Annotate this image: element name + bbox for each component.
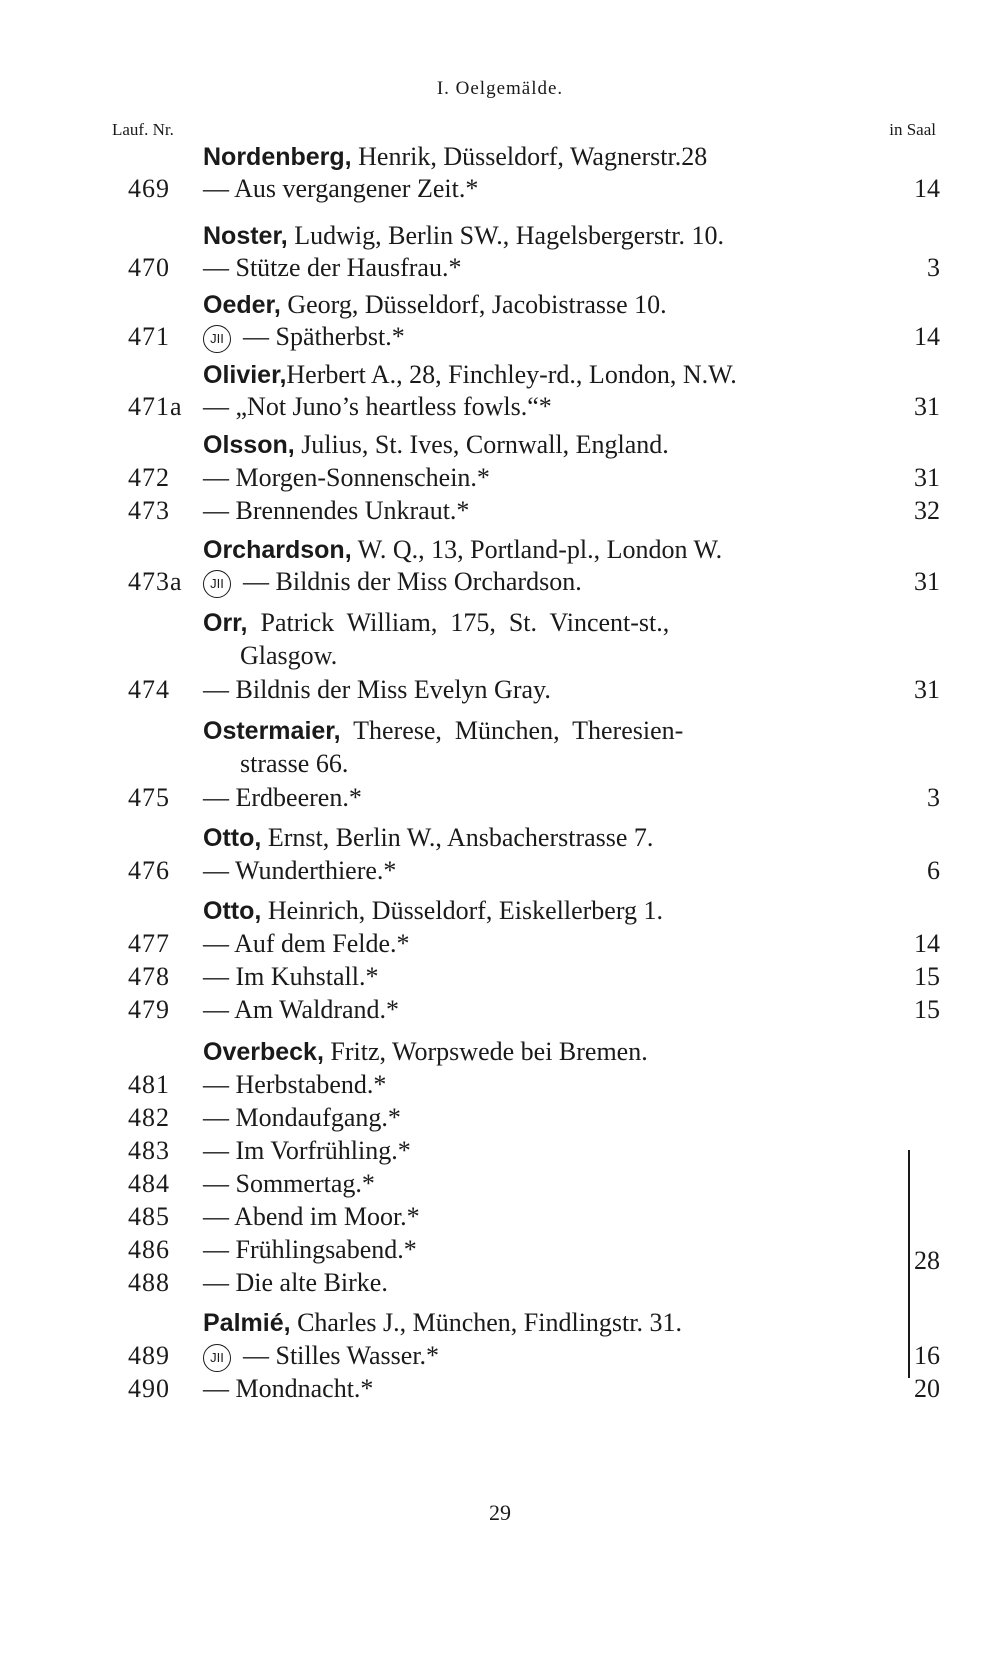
artist-line — [0, 823, 1000, 857]
entry-number: 484 — [128, 1169, 170, 1198]
jubilee-mark-icon: JII — [203, 325, 231, 353]
address-continuation-text: strasse 66. — [240, 749, 349, 778]
catalog-entry — [0, 567, 1000, 601]
artist-name: Palmié, — [203, 1309, 291, 1337]
artist-name: Orchardson, — [203, 536, 352, 564]
artist-name: Orr, — [203, 609, 248, 637]
entry-number: 490 — [128, 1374, 170, 1403]
catalog-entry — [0, 1374, 1000, 1408]
entry-title: — Aus vergangener Zeit.* — [203, 174, 479, 203]
artist-name: Oeder, — [203, 291, 281, 319]
entry-title: — Stütze der Hausfrau.* — [203, 253, 462, 282]
entry-number: 476 — [128, 856, 170, 885]
entry-number: 473 — [128, 496, 170, 525]
entry-title: — Brennendes Unkraut.* — [203, 496, 470, 525]
catalog-entry — [0, 995, 1000, 1029]
room-number: 32 — [914, 496, 940, 525]
entry-number: 475 — [128, 783, 170, 812]
section-title: I. Oelgemälde. — [436, 78, 564, 99]
catalog-entry — [0, 174, 1000, 208]
entry-number: 469 — [128, 174, 170, 203]
entry-title: — Abend im Moor.* — [203, 1202, 420, 1231]
artist-name: Otto, — [203, 897, 262, 925]
catalog-entry — [0, 1341, 1000, 1375]
artist-address: Julius, St. Ives, Cornwall, England. — [294, 430, 669, 459]
artist-name: Ostermaier, — [203, 717, 341, 745]
artist-line — [0, 142, 1000, 176]
artist-address: Henrik, Düsseldorf, Wagnerstr.28 — [351, 142, 708, 171]
room-number: 31 — [914, 675, 940, 704]
catalog-entry — [0, 1235, 1000, 1269]
artist-address: Ludwig, Berlin SW., Hagelsbergerstr. 10. — [287, 221, 724, 250]
artist-name: Olsson, — [203, 431, 295, 459]
artist-line — [0, 290, 1000, 324]
entry-number: 479 — [128, 995, 170, 1024]
entry-number: 483 — [128, 1136, 170, 1165]
entry-title: — Herbstabend.* — [203, 1070, 387, 1099]
catalog-entry — [0, 496, 1000, 530]
address-continuation-text: Glasgow. — [240, 641, 338, 670]
artist-address: Ernst, Berlin W., Ansbacherstrasse 7. — [261, 823, 654, 852]
column-header-number: Lauf. Nr. — [112, 120, 174, 139]
entry-title: — Bildnis der Miss Orchardson. — [243, 567, 582, 596]
artist-address: W. Q., 13, Portland-pl., London W. — [351, 535, 723, 564]
entry-title: — Sommertag.* — [203, 1169, 375, 1198]
artist-line — [0, 535, 1000, 569]
room-number: 31 — [914, 567, 940, 596]
entry-title: — Im Kuhstall.* — [203, 962, 379, 991]
artist-address: Fritz, Worpswede bei Bremen. — [323, 1037, 648, 1066]
catalog-entry — [0, 929, 1000, 963]
catalog-entry — [0, 783, 1000, 817]
entry-number: 474 — [128, 675, 170, 704]
room-number: 14 — [914, 322, 940, 351]
room-number: 20 — [914, 1374, 940, 1403]
catalog-entry — [0, 856, 1000, 890]
catalog-entry — [0, 1136, 1000, 1170]
artist-name: Otto, — [203, 824, 262, 852]
room-number: 16 — [914, 1341, 940, 1370]
artist-name: Overbeck, — [203, 1038, 324, 1066]
column-header-room: in Saal — [889, 120, 936, 139]
artist-line — [0, 1308, 1000, 1342]
catalog-entry — [0, 1070, 1000, 1104]
entry-title: — Morgen-Sonnenschein.* — [203, 463, 490, 492]
entry-number: 488 — [128, 1268, 170, 1297]
artist-line — [0, 896, 1000, 930]
room-number: 15 — [914, 962, 940, 991]
artist-name: Nordenberg, — [203, 143, 352, 171]
entry-number: 485 — [128, 1202, 170, 1231]
entry-number: 470 — [128, 253, 170, 282]
address-continuation — [0, 749, 1000, 783]
catalog-entry — [0, 675, 1000, 709]
artist-line — [0, 1037, 1000, 1071]
catalog-entry — [0, 962, 1000, 996]
entry-title: — Die alte Birke. — [203, 1268, 388, 1297]
room-number: 15 — [914, 995, 940, 1024]
entry-title: — Bildnis der Miss Evelyn Gray. — [203, 675, 551, 704]
entry-number: 478 — [128, 962, 170, 991]
catalog-entry — [0, 392, 1000, 426]
artist-address: Patrick William, 175, St. Vincent-st., — [247, 608, 670, 637]
overbeck-room-number: 28 — [914, 1246, 940, 1275]
room-number: 3 — [927, 783, 940, 812]
room-number: 14 — [914, 174, 940, 203]
artist-name: Noster, — [203, 222, 288, 250]
page-number: 29 — [489, 1500, 511, 1525]
entry-number: 473a — [128, 567, 183, 596]
catalog-entry — [0, 1202, 1000, 1236]
artist-address: Charles J., München, Findlingstr. 31. — [290, 1308, 682, 1337]
room-number: 6 — [927, 856, 940, 885]
entry-number: 486 — [128, 1235, 170, 1264]
catalog-entry — [0, 1268, 1000, 1302]
entry-title: — „Not Juno’s heartless fowls.“* — [203, 392, 552, 421]
entry-number: 471 — [128, 322, 170, 351]
entry-title: — Erdbeeren.* — [203, 783, 362, 812]
address-continuation — [0, 641, 1000, 675]
jubilee-mark-icon: JII — [203, 1344, 231, 1372]
entry-title: — Am Waldrand.* — [203, 995, 400, 1024]
artist-address: Heinrich, Düsseldorf, Eiskellerberg 1. — [261, 896, 664, 925]
artist-address: Herbert A., 28, Finchley-rd., London, N.W. — [286, 360, 737, 389]
room-number: 14 — [914, 929, 940, 958]
entry-title: — Wunderthiere.* — [203, 856, 397, 885]
artist-line — [0, 608, 1000, 642]
catalog-entry — [0, 253, 1000, 287]
entry-title: — Auf dem Felde.* — [203, 929, 410, 958]
catalog-entry — [0, 1103, 1000, 1137]
entry-number: 477 — [128, 929, 170, 958]
entry-title: — Stilles Wasser.* — [243, 1341, 440, 1370]
entry-number: 481 — [128, 1070, 170, 1099]
artist-line — [0, 430, 1000, 464]
room-number: 31 — [914, 463, 940, 492]
entry-title: — Im Vorfrühling.* — [203, 1136, 411, 1165]
entry-number: 472 — [128, 463, 170, 492]
entry-number: 489 — [128, 1341, 170, 1370]
entry-title: — Spätherbst.* — [243, 322, 405, 351]
entry-title: — Mondaufgang.* — [203, 1103, 401, 1132]
artist-address: Therese, München, Theresien- — [340, 716, 684, 745]
entry-title: — Mondnacht.* — [203, 1374, 374, 1403]
entry-title: — Frühlingsabend.* — [203, 1235, 417, 1264]
artist-line — [0, 716, 1000, 750]
room-number: 31 — [914, 392, 940, 421]
room-number: 3 — [927, 253, 940, 282]
artist-address: Georg, Düsseldorf, Jacobistrasse 10. — [280, 290, 667, 319]
artist-line — [0, 360, 1000, 394]
artist-name: Olivier, — [203, 361, 287, 389]
entry-number: 482 — [128, 1103, 170, 1132]
jubilee-mark-icon: JII — [203, 570, 231, 598]
catalog-entry — [0, 463, 1000, 497]
catalog-entry — [0, 1169, 1000, 1203]
catalog-entry — [0, 322, 1000, 356]
entry-number: 471a — [128, 392, 183, 421]
artist-line — [0, 221, 1000, 255]
